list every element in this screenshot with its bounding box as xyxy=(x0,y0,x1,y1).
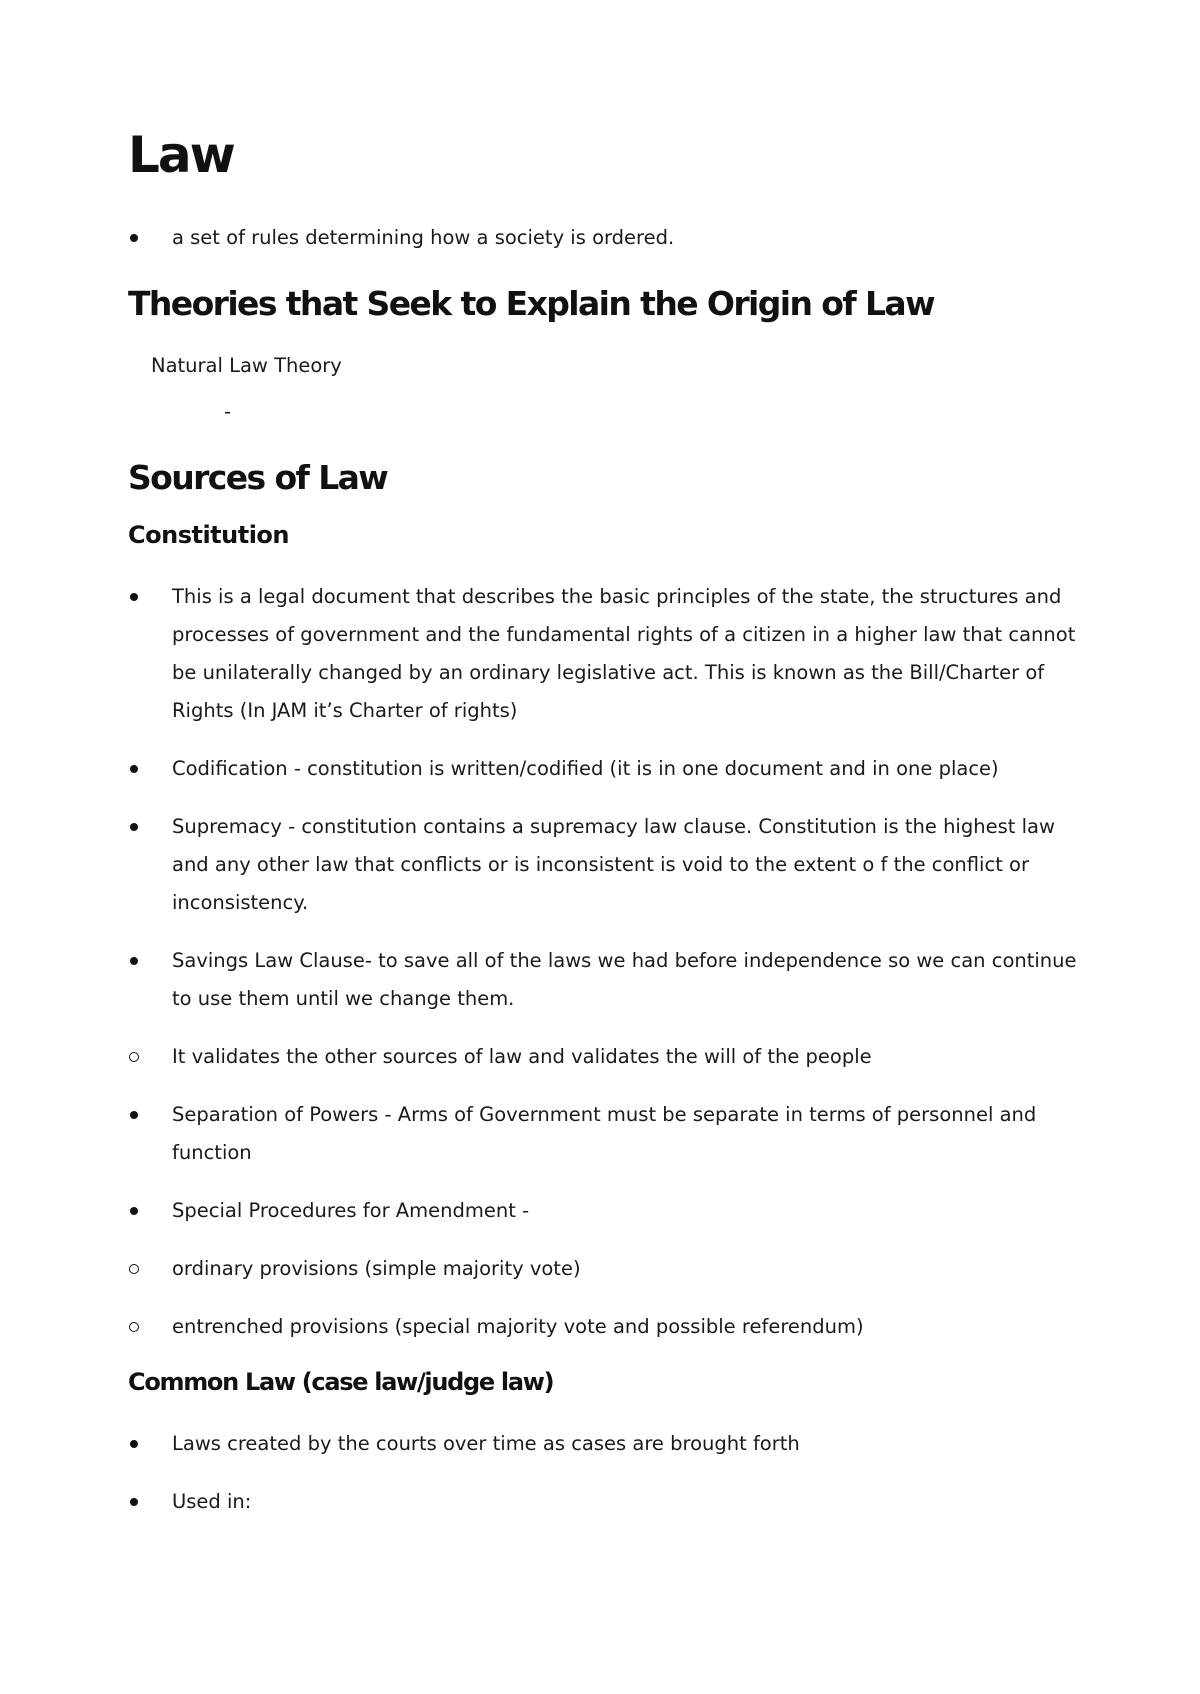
hollow-bullet-icon xyxy=(129,1264,139,1274)
list-item xyxy=(128,1192,1088,1230)
bullet-icon xyxy=(130,1111,138,1119)
list-item-text: Separation of Powers - Arms of Government must be separate in terms of personnel and function xyxy=(172,1103,1037,1165)
constitution-heading: Constitution xyxy=(128,521,290,550)
list-item-text: Special Procedures for Amendment - xyxy=(172,1199,530,1223)
bullet-icon xyxy=(130,1207,138,1215)
theories-heading: Theories that Seek to Explain the Origin of Law xyxy=(128,284,934,323)
bullet-icon xyxy=(130,1440,138,1448)
intro-bullet-list xyxy=(128,219,1088,257)
list-item-text: Supremacy - constitution contains a supremacy law clause. Constitution is the highest law and any other law that conflicts or is inconsistent is void to the extent o f the conflict or inconsistency. xyxy=(172,815,1055,915)
document-content xyxy=(128,128,1088,1521)
list-item-text: ordinary provisions (simple majority vote) xyxy=(172,1257,581,1281)
natural-law-theory-text: Natural Law Theory xyxy=(151,353,342,377)
list-item xyxy=(128,942,1088,1018)
list-item xyxy=(128,1096,1088,1172)
list-item xyxy=(128,219,1088,257)
sources-heading: Sources of Law xyxy=(128,458,388,498)
bullet-icon xyxy=(130,593,138,601)
list-item-text: It validates the other sources of law and validates the will of the people xyxy=(172,1045,872,1069)
hollow-bullet-icon xyxy=(129,1052,139,1062)
list-item xyxy=(128,578,1088,730)
dash-mark: - xyxy=(224,400,232,424)
list-item xyxy=(128,1038,1088,1076)
list-item-text: Used in: xyxy=(172,1489,252,1513)
document-title: Law xyxy=(128,126,234,184)
common-law-heading: Common Law (case law/judge law) xyxy=(128,1368,554,1397)
list-item-text: a set of rules determining how a society is ordered. xyxy=(172,226,675,249)
list-item xyxy=(128,1250,1088,1288)
list-item xyxy=(128,1483,1088,1521)
list-item xyxy=(128,808,1088,922)
bullet-icon xyxy=(130,234,138,242)
list-item-text: Codification - constitution is written/codified (it is in one document and in one place) xyxy=(172,757,999,781)
bullet-icon xyxy=(130,823,138,831)
list-item-text: Savings Law Clause- to save all of the laws we had before independence so we can continue to use them until we change them. xyxy=(172,949,1077,1011)
bullet-icon xyxy=(130,957,138,965)
list-item xyxy=(128,1308,1088,1346)
bullet-icon xyxy=(130,1498,138,1506)
list-item xyxy=(128,750,1088,788)
bullet-icon xyxy=(130,765,138,773)
list-item-text: Laws created by the courts over time as cases are brought forth xyxy=(172,1431,800,1455)
hollow-bullet-icon xyxy=(129,1322,139,1332)
list-item xyxy=(128,1425,1088,1463)
common-law-list xyxy=(128,1425,1088,1521)
list-item-text: entrenched provisions (special majority vote and possible referendum) xyxy=(172,1315,864,1339)
constitution-list xyxy=(128,578,1088,1346)
list-item-text: This is a legal document that describes the basic principles of the state, the structures and processes of government and the fundamental rights of a citizen in a higher law that cannot be unilaterally changed by an ordinary legislative act. This is known as the Bill/Charter of Rights (In JAM it’s Charter of rights) xyxy=(172,585,1076,723)
